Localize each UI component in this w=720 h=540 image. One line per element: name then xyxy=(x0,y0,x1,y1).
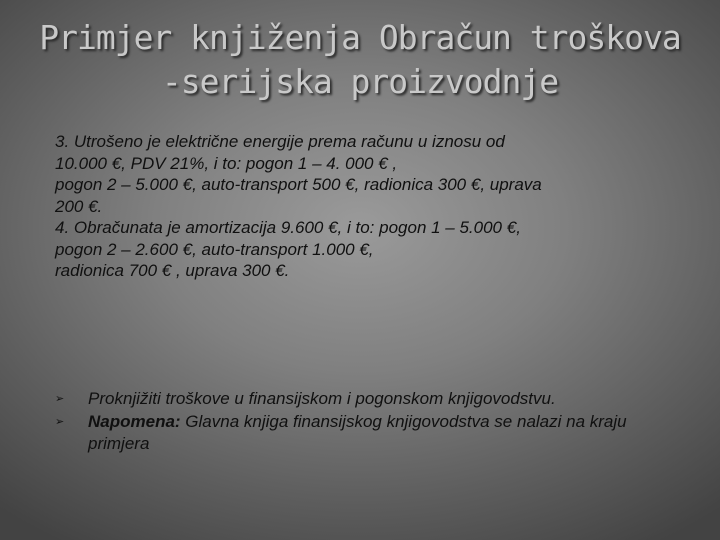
body-line-5: 4. Obračunata je amortizacija 9.600 €, i to: pogon 1 – 5.000 €, xyxy=(55,218,521,237)
bullet-item-1 xyxy=(55,388,685,410)
slide-body xyxy=(55,131,665,282)
body-line-3: pogon 2 – 5.000 €, auto-transport 500 €, radionica 300 €, uprava xyxy=(55,175,542,194)
body-line-2: 10.000 €, PDV 21%, i to: pogon 1 – 4. 000 € , xyxy=(55,153,398,173)
bullet-item-2-text: Glavna knjiga finansijskog knjigovodstva se nalazi na kraju primjera xyxy=(88,412,627,453)
body-line-6: pogon 2 – 2.600 €, auto-transport 1.000 €, xyxy=(55,239,374,259)
title-line-2: -serijska proizvodnje xyxy=(161,62,559,101)
title-line-1: Primjer knjiženja Obračun troškova xyxy=(39,18,681,57)
body-line-4: 200 €. xyxy=(55,196,103,216)
arrowhead-bullet-icon: ➢ xyxy=(55,416,65,428)
arrowhead-bullet-icon: ➢ xyxy=(55,393,65,405)
slide-title xyxy=(20,16,700,104)
bullet-list xyxy=(55,388,685,456)
bullet-item-1-text: Proknjižiti troškove u finansijskom i pogonskom knjigovodstvu. xyxy=(88,389,556,408)
bullet-item-2 xyxy=(55,411,685,455)
bullet-item-2-label: Napomena: xyxy=(88,412,181,431)
body-line-7: radionica 700 € , uprava 300 €. xyxy=(55,261,290,280)
body-line-1: 3. Utrošeno je električne energije prema računu u iznosu od xyxy=(55,132,505,151)
